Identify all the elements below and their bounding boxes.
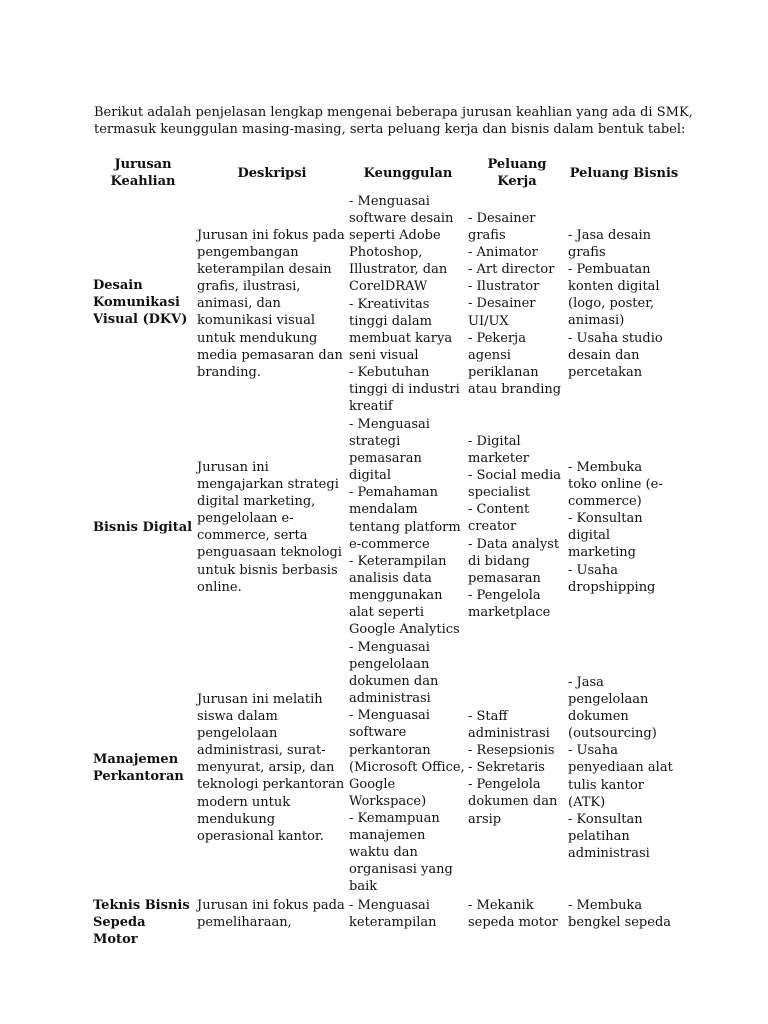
- row-peluang-kerja: - Desainer grafis - Animator - Art director - Ilustrator - Desainer UI/UX - Pekerja agensi periklanan atau branding: [468, 211, 562, 397]
- header-peluang-kerja: Peluang Kerja: [487, 157, 547, 190]
- row-peluang-kerja: - Digital marketer - Social media specialist - Content creator - Data analyst di bidang pemasaran - Pengelola marketplace: [468, 434, 561, 620]
- row-jurusan: Bisnis Digital: [93, 520, 193, 535]
- header-keunggulan: Keunggulan: [363, 166, 453, 181]
- row-jurusan: Teknis Bisnis Sepeda Motor: [93, 898, 190, 948]
- row-jurusan: Manajemen Perkantoran: [93, 752, 184, 785]
- header-peluang-bisnis: Peluang Bisnis: [569, 166, 679, 181]
- row-peluang-kerja: - Mekanik sepeda motor: [468, 898, 559, 931]
- row-deskripsi: Jurusan ini mengajarkan strategi digital marketing, pengelolaan e- commerce, serta penguasaan teknologi untuk bisnis berbasis online.: [197, 460, 342, 595]
- row-deskripsi: Jurusan ini fokus pada pengembangan keterampilan desain grafis, ilustrasi, animasi, dan komunikasi visual untuk mendukung media pemasaran dan branding.: [197, 228, 345, 380]
- header-jurusan: Jurusan Keahlian: [110, 157, 176, 190]
- row-peluang-bisnis: - Jasa desain grafis - Pembuatan konten digital (logo, poster, animasi) - Usaha studio desain dan percetakan: [568, 228, 663, 380]
- row-keunggulan: - Menguasai strategi pemasaran digital - Pemahaman mendalam tentang platform e-commerce - Keterampilan analisis data menggunakan alat seperti Google Analytics: [349, 417, 461, 638]
- row-keunggulan: - Menguasai software desain seperti Adobe Photoshop, Illustrator, dan CorelDRAW - Kreativitas tinggi dalam membuat karya seni visual - Kebutuhan tinggi di industri kreatif: [349, 194, 460, 415]
- row-keunggulan: - Menguasai pengelolaan dokumen dan administrasi - Menguasai software perkantoran (Microsoft Office, Google Workspace) - Kemampuan manajemen waktu dan organisasi yang baik: [349, 640, 465, 895]
- row-peluang-kerja: - Staff administrasi - Resepsionis - Sekretaris - Pengelola dokumen dan arsip: [468, 709, 558, 827]
- header-deskripsi: Deskripsi: [237, 166, 307, 181]
- row-deskripsi: Jurusan ini fokus pada pemeliharaan,: [197, 898, 345, 931]
- intro-paragraph: Berikut adalah penjelasan lengkap mengenai beberapa jurusan keahlian yang ada di SMK, termasuk keunggulan masing-masing, serta peluang kerja dan bisnis dalam bentuk tabel:: [94, 105, 693, 138]
- row-jurusan: Desain Komunikasi Visual (DKV): [93, 278, 188, 328]
- row-peluang-bisnis: - Jasa pengelolaan dokumen (outsourcing) - Usaha penyediaan alat tulis kantor (ATK) - Konsultan pelatihan administrasi: [568, 675, 673, 861]
- row-deskripsi: Jurusan ini melatih siswa dalam pengelolaan administrasi, surat- menyurat, arsip, dan teknologi perkantoran modern untuk mendukung operasional kantor.: [197, 692, 345, 844]
- row-peluang-bisnis: - Membuka toko online (e- commerce) - Konsultan digital marketing - Usaha dropshipping: [568, 460, 663, 595]
- row-keunggulan: - Menguasai keterampilan: [349, 898, 437, 931]
- row-peluang-bisnis: - Membuka bengkel sepeda: [568, 898, 672, 931]
